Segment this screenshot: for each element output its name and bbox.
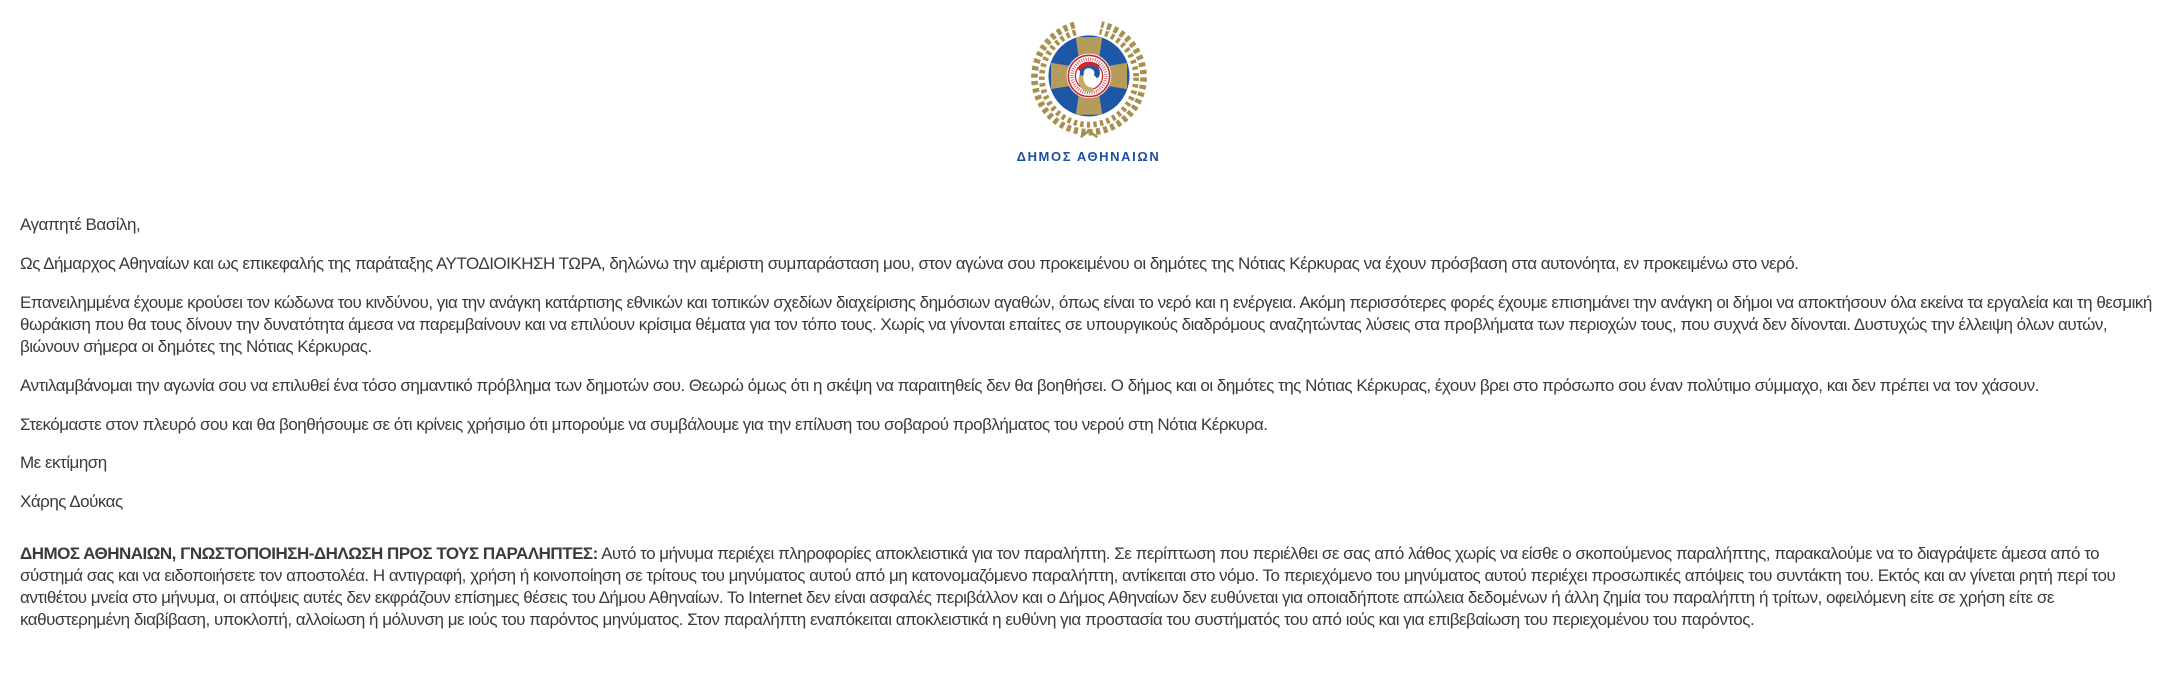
email-disclaimer	[20, 543, 2157, 631]
salutation: Αγαπητέ Βασίλη,	[20, 215, 141, 234]
disclaimer-text: Αυτό το μήνυμα περιέχει πληροφορίες αποκλειστικά για τον παραλήπτη. Σε περίπτωση που περιέλθει σε σας από λάθος χωρίς να είσθε ο σκοπούμενος παραλήπτης, παρακαλούμε να το διαγράψετε άμεσα από το σύστημά σας και να ειδοποιήσετε τον αποστολέα. Η αντιγραφή, χρήση ή κοινοποίηση σε τρίτους του μηνύματος αυτού από μη κατονομαζόμενο παραλήπτη, αντίκειται στο νόμο. Το περιεχόμενο του μηνύματος αυτού περιέχει προσωπικές απόψεις του συντάκτη του. Εκτός και αν γίνεται ρητή περί του αντιθέτου μνεία στο μήνυμα, οι απόψεις αυτές δεν εκφράζουν επίσημες θέσεις του Δήμου Αθηναίων. Το Internet δεν είναι ασφαλές περιβάλλον και ο Δήμος Αθηναίων δεν ευθύνεται για οποιαδήποτε απώλεια δεδομένων ή άλλη ζημία του παραλήπτη ή τρίτων, οφειλόμενη είτε σε χρήση είτε σε καθυστερημένη διαβίβαση, υποκλοπή, αλλοίωση ή μόλυνση με ιούς του παρόντος μηνύματος. Στον παραλήπτη εναπόκειται αποκλειστικά η ευθύνη για προστασία του συστήματός του από ιούς και για επιβεβαίωση του περιεχομένου του παρόντος.	[20, 544, 2116, 629]
letter-paragraph: Επανειλημμένα έχουμε κρούσει τον κώδωνα του κινδύνου, για την ανάγκη κατάρτισης εθνικών και τοπικών σχεδίων διαχείρισης δημόσιων αγαθών, όπως είναι το νερό και η ενέργεια. Ακόμη περισσότερες φορές έχουμε επισημάνει την ανάγκη οι δήμοι να αποκτήσουν όλα εκείνα τα εργαλεία και τη θεσμική θωράκιση που θα τους δίνουν την δυνατότητα άμεσα να παρεμβαίνουν και να επιλύουν κρίσιμα θέματα για τον τόπο τους. Χωρίς να γίνονται επαίτες σε υπουργικούς διαδρόμους αναζητώντας λύσεις στα προβλήματα των περιοχών τους, που συχνά δεν δίνονται. Δυστυχώς την έλλειψη όλων αυτών, βιώνουν σήμερα οι δημότες της Νότιας Κέρκυρας.	[20, 293, 2152, 356]
logo-block	[20, 0, 2157, 164]
org-name: ΔΗΜΟΣ ΑΘΗΝΑΙΩΝ	[1016, 149, 1161, 164]
signature: Χάρης Δούκας	[20, 492, 123, 511]
disclaimer-label: ΔΗΜΟΣ ΑΘΗΝΑΙΩΝ, ΓΝΩΣΤΟΠΟΙΗΣΗ-ΔΗΛΩΣΗ ΠΡΟΣ ΤΟΥΣ ΠΑΡΑΛΗΠΤΕΣ:	[20, 544, 598, 563]
closing: Με εκτίμηση	[20, 453, 107, 472]
letter-paragraph: Ως Δήμαρχος Αθηναίων και ως επικεφαλής της παράταξης ΑΥΤΟΔΙΟΙΚΗΣΗ ΤΩΡΑ, δηλώνω την αμέριστη συμπαράσταση μου, στον αγώνα σου προκειμένου οι δημότες της Νότιας Κέρκυρας να έχουν πρόσβαση στα αυτονόητα, εν προκειμένω στο νερό.	[20, 254, 1799, 273]
letter-paragraph: Αντιλαμβάνομαι την αγωνία σου να επιλυθεί ένα τόσο σημαντικό πρόβλημα των δημοτών σου. Θεωρώ όμως ότι η σκέψη να παραιτηθείς δεν θα βοηθήσει. Ο δήμος και οι δημότες της Νότιας Κέρκυρας, έχουν βρει στο πρόσωπο σου έναν πολύτιμο σύμμαχο, και δεν πρέπει να τον χάσουν.	[20, 376, 2039, 395]
letter-body	[20, 214, 2157, 513]
letter-paragraph: Στεκόμαστε στον πλευρό σου και θα βοηθήσουμε σε ότι κρίνεις χρήσιμο ότι μπορούμε να συμβάλουμε για την επίλυση του σοβαρού προβλήματος του νερού στη Νότια Κέρκυρα.	[20, 415, 1268, 434]
athens-municipality-emblem-icon	[1027, 130, 1151, 147]
